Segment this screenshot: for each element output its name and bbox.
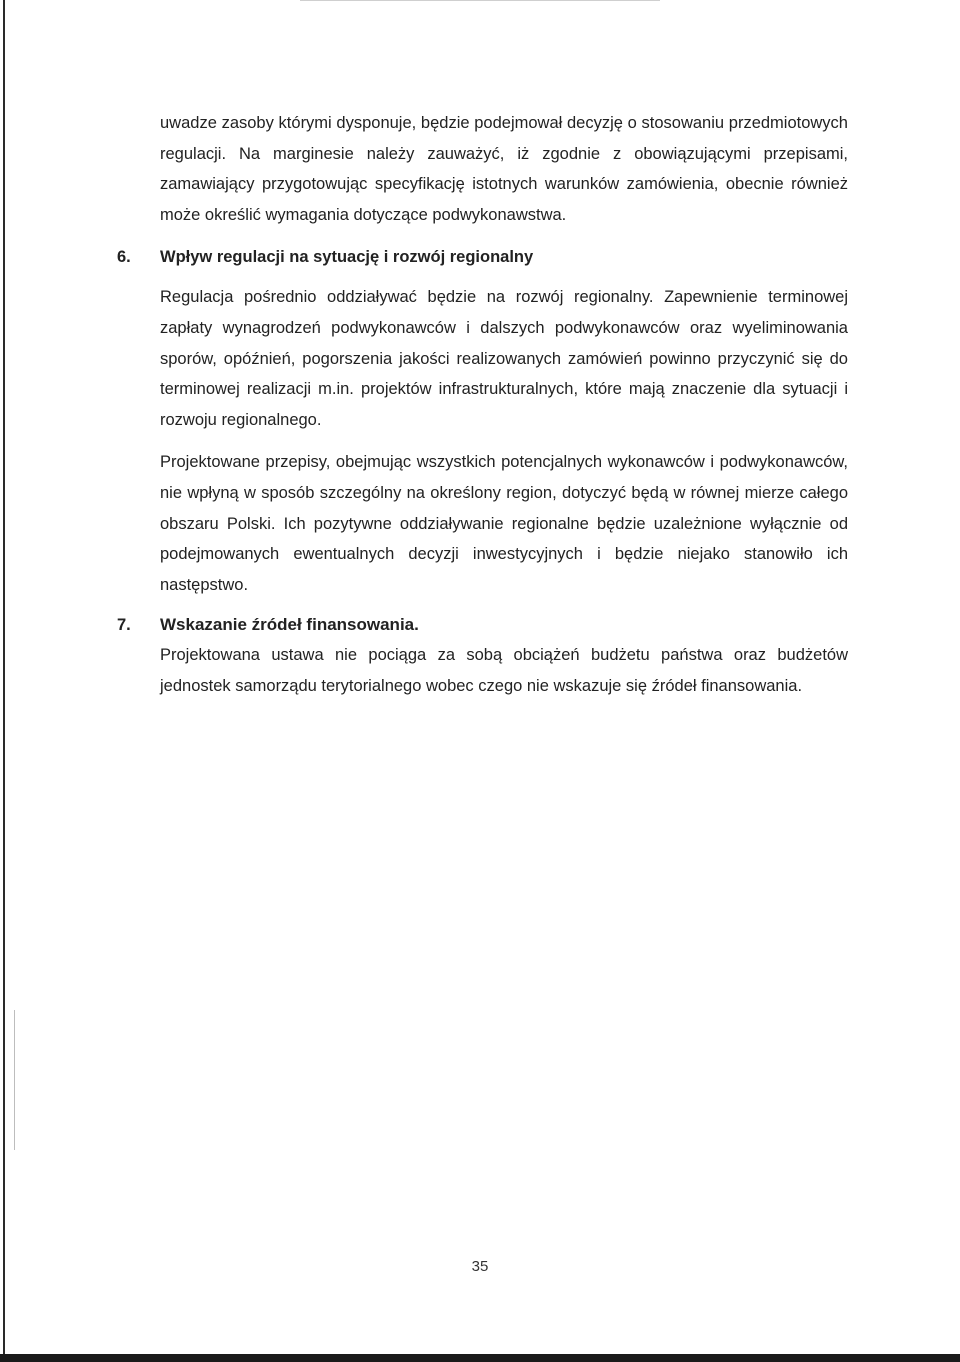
scan-edge-mark (14, 1010, 15, 1150)
section-7-number: 7. (117, 616, 131, 635)
section-6-title: Wpływ regulacji na sytuację i rozwój regionalny (160, 248, 534, 267)
scan-edge-left (3, 0, 5, 1362)
section-7-title: Wskazanie źródeł finansowania. (160, 615, 419, 635)
scan-edge-top (300, 0, 660, 1)
section-6-paragraph-2: Projektowane przepisy, obejmując wszystkich potencjalnych wykonawców i podwykonawców, nie wpłyną w sposób szczególny na określony region, dotyczyć będą w równej mierze całego obszaru Polski. Ich pozytywne oddziaływanie regionalne będzie uzależnione wyłącznie od podejmowanych ewentualnych decyzji inwestycyjnych i będzie niejako stanowiło ich następstwo. (160, 453, 848, 594)
section-6-number: 6. (117, 248, 131, 267)
section-6-paragraph-1: Regulacja pośrednio oddziaływać będzie na rozwój regionalny. Zapewnienie terminowej zapłaty wynagrodzeń podwykonawców i dalszych podwykonawców oraz wyeliminowania sporów, opóźnień, pogorszenia jakości realizowanych zamówień powinno przyczynić się do terminowej realizacji m.in. projektów infrastrukturalnych, które mają znaczenie dla sytuacji i rozwoju regionalnego. (160, 288, 848, 429)
document-body (117, 108, 848, 702)
section-7-paragraph-1: Projektowana ustawa nie pociąga za sobą obciążeń budżetu państwa oraz budżetów jednostek samorządu terytorialnego wobec czego nie wskazuje się źródeł finansowania. (160, 646, 848, 695)
section-6-heading (117, 242, 848, 272)
scan-edge-bottom (0, 1354, 960, 1362)
page-number: 35 (471, 1258, 489, 1275)
intro-paragraph: uwadze zasoby którymi dysponuje, będzie podejmował decyzję o stosowaniu przedmiotowych regulacji. Na marginesie należy zauważyć, iż zgodnie z obowiązującymi przepisami, zamawiający przygotowując specyfikację istotnych warunków zamówienia, obecnie również może określić wymagania dotyczące podwykonawstwa. (160, 114, 848, 224)
section-7-heading (117, 610, 848, 640)
